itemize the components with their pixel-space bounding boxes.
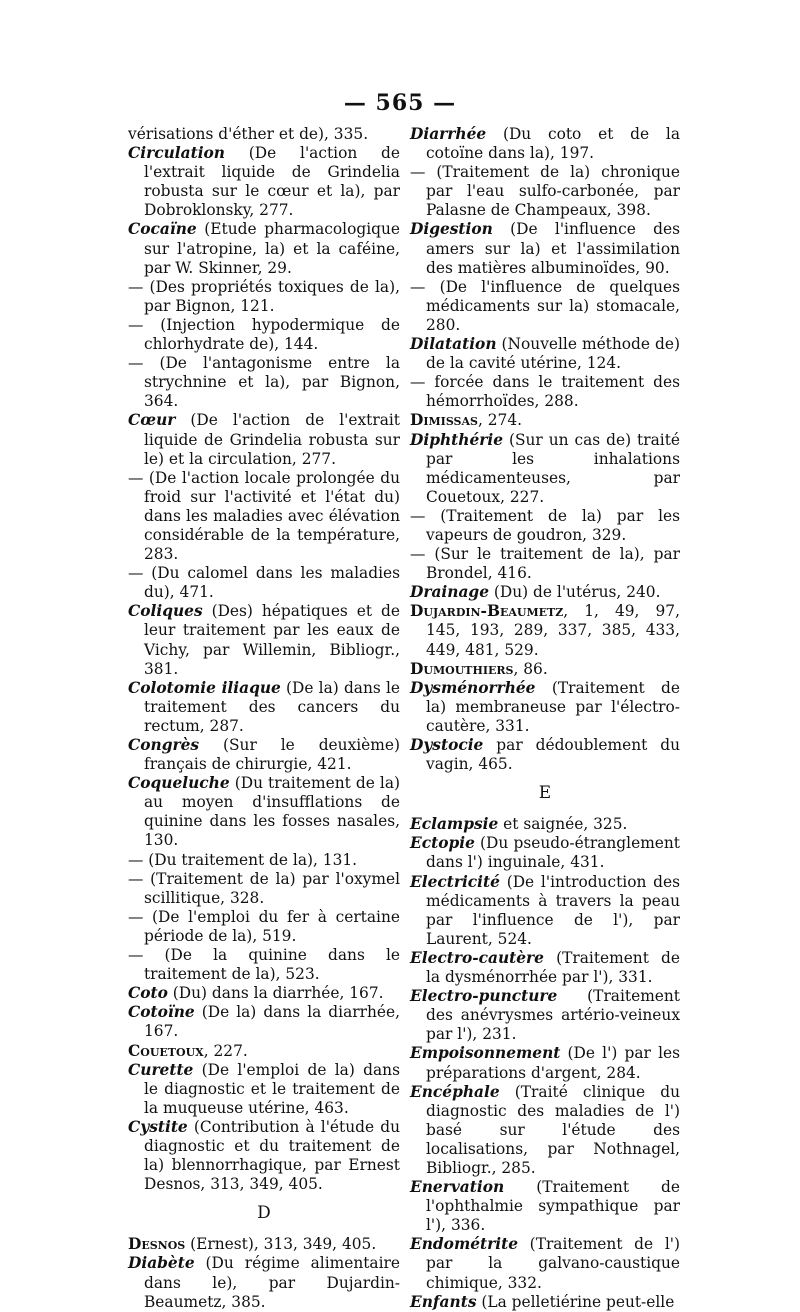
entry-headword: Empoisonnement: [410, 1044, 561, 1063]
index-entry: [128, 469, 400, 564]
index-entry: [410, 125, 680, 163]
entry-text: — (De l'action locale prolongée du froid sur l'activité et l'état du) dans les maladies avec élévation considérable de la température, 283.: [128, 468, 400, 564]
entry-text: (Du régime alimentaire dans le), par Dujardin-Beaumetz, 385.: [144, 1254, 400, 1311]
entry-text: (De l'action de l'extrait liquide de Grindelia robusta sur le cœur et la), par Dobroklonsky, 277.: [144, 144, 400, 220]
entry-text: (Traitement de la) membraneuse par l'électro-cautère, 331.: [426, 678, 680, 735]
index-entry: [128, 316, 400, 354]
entry-headword: Electro-puncture: [410, 987, 558, 1006]
index-entry: [410, 815, 680, 834]
entry-headword: Curette: [128, 1060, 194, 1079]
entry-text: (Traitement de la dysménorrhée par l'), 331.: [426, 948, 680, 987]
entry-text: (Traité clinique du diagnostic des maladies de l') basé sur l'étude des localisations, par Nothnagel, Bibliogr., 285.: [426, 1082, 680, 1177]
entry-headword: Coqueluche: [128, 774, 230, 793]
entry-headword: Diarrhée: [410, 125, 487, 143]
entry-text: (Du) dans la diarrhée, 167.: [167, 984, 384, 1003]
entry-headword: Dujardin-Beaumetz: [410, 602, 564, 621]
index-entry: [410, 949, 680, 987]
index-entry: [410, 163, 680, 220]
page-number: — 565 —: [343, 90, 457, 116]
index-entry: [128, 144, 400, 220]
index-column-right: [410, 125, 680, 1312]
entry-text: (Etude pharmacologique sur l'atropine, la) et la caféine, par W. Skinner, 29.: [144, 220, 400, 277]
index-entry: [410, 679, 680, 736]
index-entry: [410, 373, 680, 411]
entry-text: , 227.: [203, 1041, 248, 1060]
entry-headword: Coto: [128, 984, 168, 1003]
entry-headword: Congrès: [128, 736, 200, 754]
index-entry: [128, 984, 400, 1003]
entry-text: (Traitement de l') par la galvano-caustique chimique, 332.: [426, 1235, 680, 1292]
entry-headword: Encéphale: [410, 1082, 500, 1101]
entry-headword: Cystite: [128, 1117, 188, 1136]
entry-text: (De l'influence des amers sur la) et l'assimilation des matières albuminoïdes, 90.: [426, 220, 680, 277]
entry-text: (De l') par les préparations d'argent, 284.: [426, 1044, 680, 1082]
entry-headword: Ectopie: [410, 834, 475, 853]
index-entry: [128, 1235, 400, 1254]
entry-headword: Cœur: [128, 411, 176, 430]
entry-text: , 1, 49, 97, 145, 193, 289, 337, 385, 433, 449, 481, 529.: [426, 602, 680, 659]
entry-text: et saignée, 325.: [498, 815, 628, 834]
index-entry: [410, 1293, 680, 1312]
entry-headword: Diphthérie: [410, 430, 503, 449]
index-entry: [410, 507, 680, 545]
entry-text: (Du traitement de la) au moyen d'insufflations de quinine dans les fosses nasales, 130.: [144, 774, 400, 850]
section-letter: E: [538, 783, 552, 804]
entry-text: (Ernest), 313, 349, 405.: [185, 1235, 377, 1254]
entry-text: — (Traitement de la) par les vapeurs de goudron, 329.: [410, 506, 680, 544]
entry-text: — (De l'influence de quelques médicaments sur la) stomacale, 280.: [410, 277, 680, 334]
index-entry: [410, 278, 680, 335]
entry-headword: Cocaïne: [128, 220, 197, 239]
entry-text: — (Du traitement de la), 131.: [128, 850, 358, 869]
index-entry: [128, 851, 400, 870]
entry-headword: Desnos: [128, 1235, 186, 1254]
section-letter: D: [257, 1203, 271, 1224]
entry-text: (Du pseudo-étranglement dans l') inguinale, 431.: [426, 834, 680, 872]
index-entry: [410, 834, 680, 872]
entry-text: — (Traitement de la) chronique par l'eau sulfo-carbonée, par Palasne de Champeaux, 398.: [410, 163, 680, 220]
index-entry: [410, 873, 680, 949]
index-entry: [410, 1044, 680, 1082]
index-entry: [410, 545, 680, 583]
entry-headword: Circulation: [128, 144, 225, 163]
entry-text: — (Traitement de la) par l'oxymel scillitique, 328.: [128, 869, 400, 907]
entry-headword: Endométrite: [410, 1235, 518, 1254]
entry-headword: Colotomie iliaque: [128, 678, 281, 697]
index-entry: [128, 1061, 400, 1118]
index-entry: [128, 908, 400, 946]
entry-headword: Coliques: [128, 602, 203, 621]
index-entry: [410, 602, 680, 659]
entry-text: vérisations d'éther et de), 335.: [128, 125, 369, 143]
entry-text: — (Du calomel dans les maladies du), 471.: [128, 564, 400, 602]
index-entry: [128, 1003, 400, 1041]
entry-text: (De l'action de l'extrait liquide de Grindelia robusta sur le) et la circulation, 277.: [144, 411, 400, 468]
entry-text: (Traitement de l'ophthalmie sympathique par l'), 336.: [426, 1178, 680, 1235]
entry-text: par dédoublement du vagin, 465.: [426, 736, 680, 774]
index-entry: [128, 125, 400, 144]
index-entry: [410, 220, 680, 277]
entry-text: (Sur le deuxième) français de chirurgie, 421.: [144, 736, 400, 774]
index-entry: [128, 564, 400, 602]
index-entry: [410, 660, 680, 679]
index-entry: [410, 431, 680, 507]
index-entry: [128, 411, 400, 468]
entry-headword: Dimissas: [410, 411, 478, 430]
index-entry: [128, 220, 400, 277]
index-entry: [410, 583, 680, 602]
entry-text: — (De la quinine dans le traitement de la), 523.: [128, 946, 400, 984]
index-entry: [410, 987, 680, 1044]
index-entry: [410, 1178, 680, 1235]
entry-headword: Electricité: [410, 872, 500, 891]
entry-headword: Enfants: [410, 1292, 477, 1311]
entry-headword: Dysménorrhée: [410, 678, 536, 697]
entry-text: — (De l'emploi du fer à certaine période de la), 519.: [128, 907, 400, 945]
index-entry: [128, 736, 400, 774]
index-entry: [128, 946, 400, 984]
entry-text: (De la) dans le traitement des cancers du rectum, 287.: [144, 678, 400, 735]
index-entry: [410, 736, 680, 774]
entry-headword: Enervation: [410, 1178, 505, 1197]
index-entry: [410, 1083, 680, 1178]
entry-text: (De la) dans la diarrhée, 167.: [144, 1003, 400, 1041]
entry-headword: Digestion: [410, 220, 493, 239]
index-entry: [128, 278, 400, 316]
index-entry: [128, 774, 400, 850]
entry-headword: Cotoïne: [128, 1003, 195, 1022]
entry-text: (Sur un cas de) traité par les inhalations médicamenteuses, par Couetoux, 227.: [426, 430, 680, 506]
entry-text: , 274.: [477, 411, 523, 430]
index-entry: [410, 411, 680, 430]
entry-text: (Nouvelle méthode de) de la cavité utérine, 124.: [426, 335, 680, 373]
entry-text: (Traitement des anévrysmes artério-veineux par l'), 231.: [426, 987, 680, 1044]
entry-headword: Dilatation: [410, 335, 497, 354]
entry-text: — (Injection hypodermique de chlorhydrate de), 144.: [128, 315, 400, 354]
entry-text: (De l'introduction des médicaments à travers la peau par l'influence de l'), par Laurent, 524.: [426, 872, 680, 948]
entry-text: (Du coto et de la cotoïne dans la), 197.: [426, 125, 680, 163]
entry-text: (La pelletiérine peut-elle: [476, 1292, 675, 1311]
entry-text: (Du) de l'utérus, 240.: [489, 583, 661, 602]
entry-text: — forcée dans le traitement des hémorrhoïdes, 288.: [410, 373, 680, 411]
entry-text: (De l'emploi de la) dans le diagnostic et le traitement de la muqueuse utérine, 463.: [144, 1060, 400, 1117]
entry-text: , 86.: [513, 659, 548, 678]
index-entry: [128, 1254, 400, 1311]
entry-text: — (Sur le traitement de la), par Brondel, 416.: [410, 545, 680, 583]
entry-text: — (Des propriétés toxiques de la), par Bignon, 121.: [128, 277, 400, 315]
entry-headword: Couetoux: [128, 1041, 204, 1060]
index-column-left: [128, 125, 400, 1312]
index-entry: [410, 335, 680, 373]
entry-text: — (De l'antagonisme entre la strychnine et la), par Bignon, 364.: [128, 354, 400, 411]
entry-headword: Drainage: [410, 583, 489, 602]
index-entry: [128, 870, 400, 908]
entry-headword: Diabète: [128, 1254, 195, 1273]
entry-text: (Des) hépatiques et de leur traitement par les eaux de Vichy, par Willemin, Bibliogr., 381.: [144, 602, 400, 678]
index-entry: [128, 679, 400, 736]
index-entry: [128, 1042, 400, 1061]
entry-text: (Contribution à l'étude du diagnostic et du traitement de la) blennorrhagique, par Ernest Desnos, 313, 349, 405.: [144, 1117, 400, 1194]
entry-headword: Dumouthiers: [410, 659, 514, 678]
entry-headword: Eclampsie: [410, 815, 499, 834]
entry-headword: Electro-cautère: [410, 948, 544, 967]
index-entry: [410, 1235, 680, 1292]
index-entry: [128, 354, 400, 411]
index-entry: [128, 602, 400, 678]
index-entry: [128, 1118, 400, 1194]
entry-headword: Dystocie: [410, 736, 484, 754]
